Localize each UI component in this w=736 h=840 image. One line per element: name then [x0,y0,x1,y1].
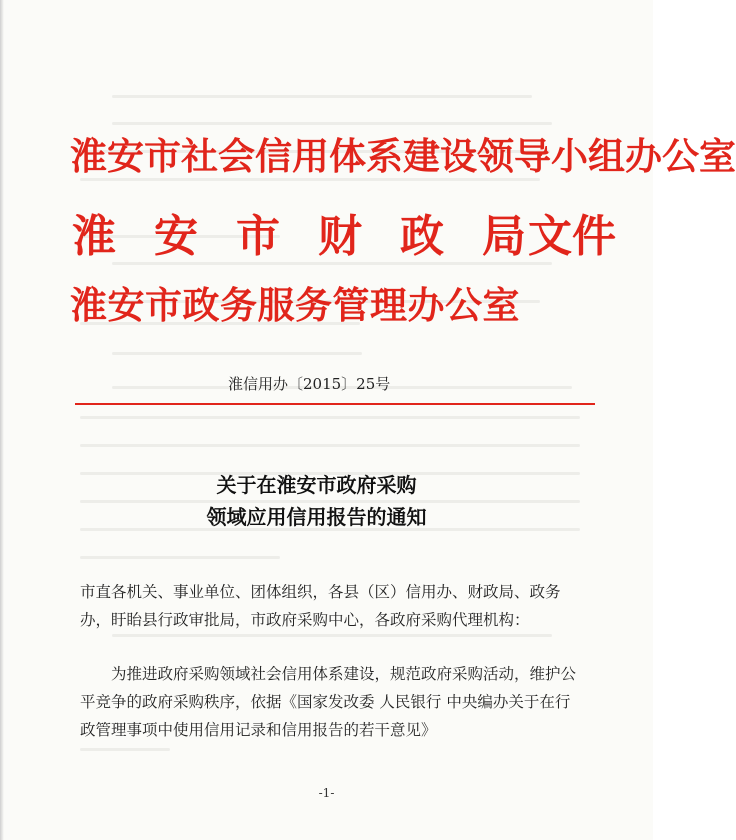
page-number: -1- [318,786,335,800]
issuer-line-3: 淮安市政务服务管理办公室 [70,283,520,327]
issuer-char: 市 [236,211,280,262]
issuer-char: 安 [154,211,198,262]
document-title-line-2: 领域应用信用报告的通知 [206,505,427,529]
issuer-char: 财 [318,211,362,262]
red-divider-line [75,403,595,405]
document-number: 淮信用办〔2015〕25号 [228,375,391,393]
addressees-paragraph: 市直各机关、事业单位、团体组织，各县（区）信用办、财政局、政务办，盱眙县行政审批局，市政府采购中心，各政府采购代理机构： [80,583,561,629]
issuer-line-2 [72,200,616,264]
document-title-line-1: 关于在淮安市政府采购 [216,473,417,497]
body-paragraph: 为推进政府采购领域社会信用体系建设，规范政府采购活动，维护公平竞争的政府采购秩序，依据《国家发改委 人民银行 中央编办关于在行政管理事项中使用信用记录和信用报告的若干意见》 [80,665,577,739]
issuer-char: 局 [482,211,526,262]
issuer-char: 淮 [72,211,116,262]
issuer-line-1: 淮安市社会信用体系建设领导小组办公室 [70,134,736,178]
document-label: 文件 [528,211,616,262]
issuer-char: 政 [400,211,444,262]
